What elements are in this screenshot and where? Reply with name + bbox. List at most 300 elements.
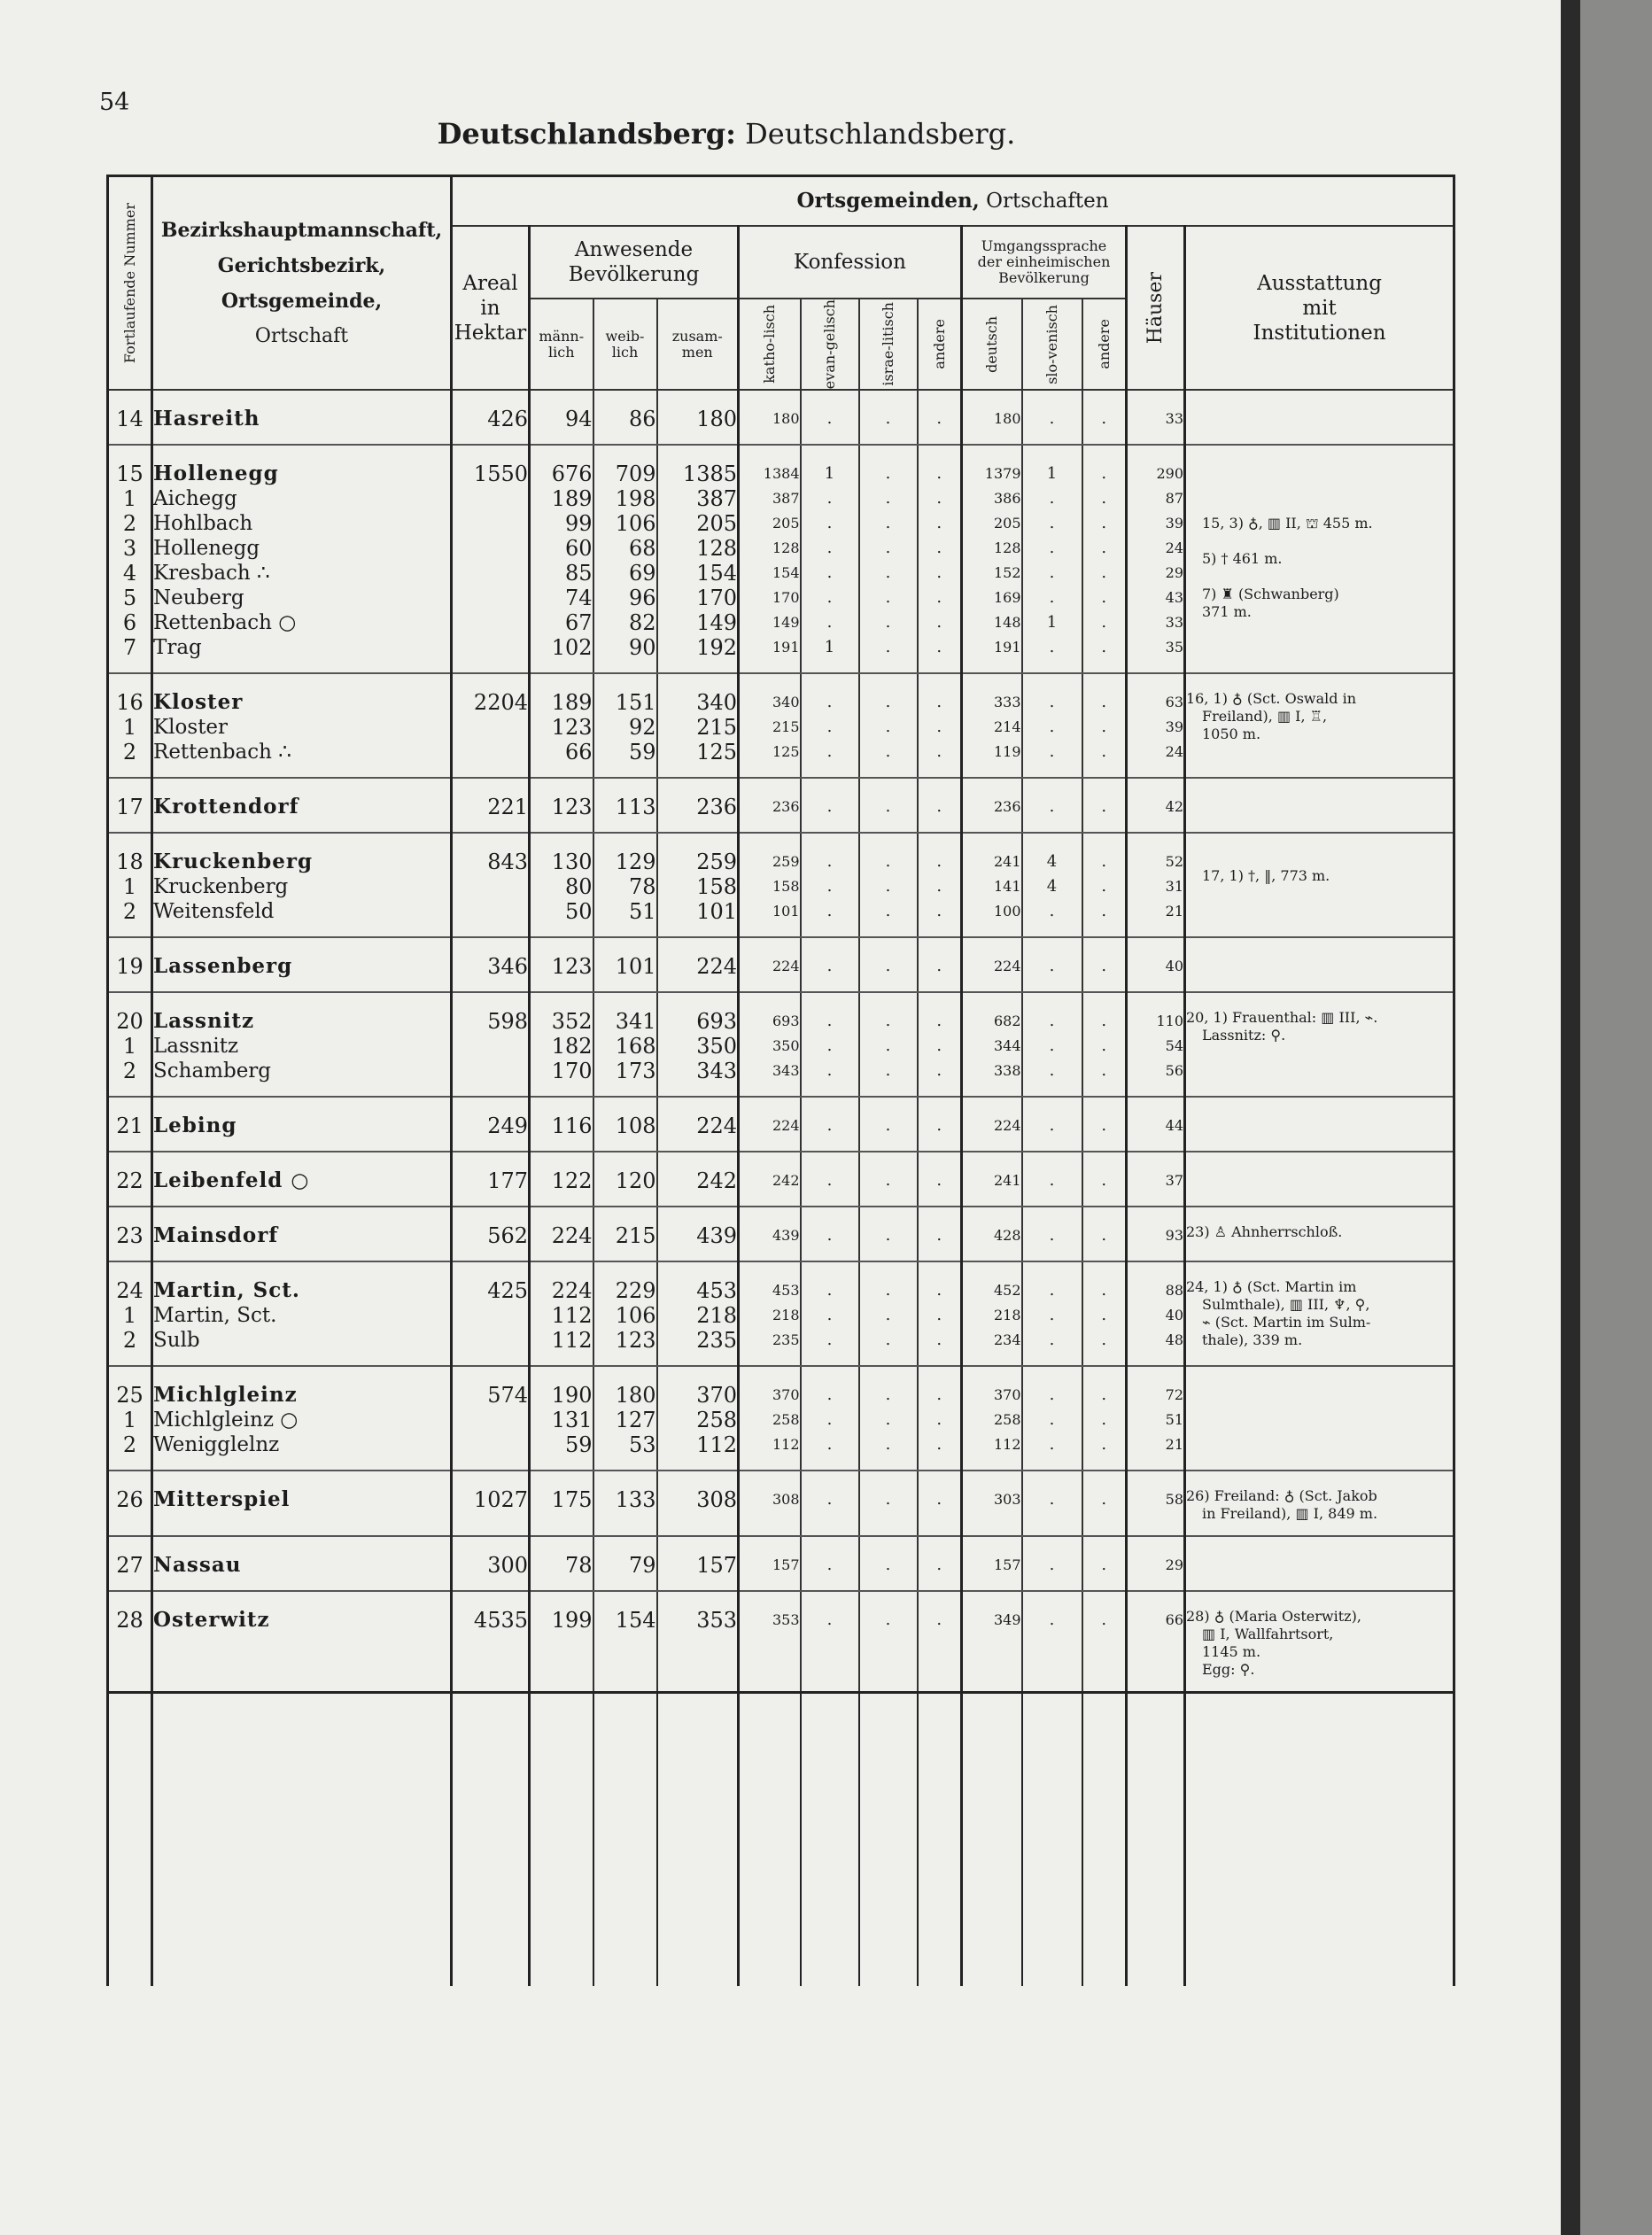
cell-m	[530, 992, 593, 1097]
cell-h-line: 54	[1165, 1037, 1183, 1055]
cell-name-line: Kruckenberg	[153, 875, 289, 899]
cell-h-line: 56	[1165, 1062, 1183, 1080]
cell-kath-line: 439	[772, 1227, 800, 1245]
cell-h	[1127, 445, 1185, 673]
cell-deu	[962, 833, 1022, 937]
cell-isr-line: .	[885, 877, 891, 896]
cell-name-line: Sulb	[153, 1329, 200, 1353]
cell-and2-line: .	[1101, 409, 1107, 429]
cell-z-line: 259	[696, 850, 737, 875]
cell-m-line: 123	[551, 715, 593, 741]
cell-z	[657, 992, 739, 1097]
ausstattung-line: 23) ♙ Ahnherrschloß.	[1186, 1223, 1343, 1241]
cell-z-line: 192	[696, 635, 737, 661]
cell-slo	[1022, 833, 1082, 937]
cell-slo-line: .	[1049, 718, 1055, 737]
header-deutsch	[962, 299, 1022, 390]
cell-name	[152, 833, 452, 937]
cell-evan-line: .	[826, 1012, 833, 1031]
cell-evan-line: .	[826, 588, 833, 608]
cell-kath	[739, 1591, 801, 1693]
cell-areal-line	[453, 1303, 528, 1328]
cell-slo	[1022, 1152, 1082, 1207]
census-table	[106, 175, 1455, 1986]
cell-ausstattung	[1185, 833, 1454, 937]
cell-evan	[801, 778, 859, 833]
cell-isr-line: .	[885, 902, 891, 921]
cell-evan	[801, 1591, 859, 1693]
cell-name-line: Krottendorf	[153, 795, 299, 819]
cell-slo	[1022, 937, 1082, 992]
cell-isr-line: .	[885, 718, 891, 737]
cell-and-line: .	[936, 902, 942, 921]
cell-deu-line: 112	[993, 1436, 1021, 1454]
cell-z-line: 101	[696, 899, 737, 925]
cell-evan-line: .	[826, 1226, 833, 1246]
cell-num	[108, 673, 152, 778]
cell-and2-line: .	[1101, 742, 1107, 762]
cell-deu-line: 428	[993, 1227, 1021, 1245]
cell-h	[1127, 937, 1185, 992]
cell-name-line: Trag	[153, 636, 202, 660]
cell-h	[1127, 1366, 1185, 1471]
cell-areal	[452, 1366, 530, 1471]
cell-m	[530, 1097, 593, 1152]
cell-kath-line: 205	[772, 515, 800, 532]
cell-and2-line: .	[1101, 1171, 1107, 1191]
cell-h-line: 21	[1165, 1436, 1183, 1454]
cell-deu	[962, 1152, 1022, 1207]
cell-h	[1127, 673, 1185, 778]
cell-m	[530, 1471, 593, 1536]
cell-and2-line: .	[1101, 464, 1107, 484]
group-21	[108, 1097, 1454, 1152]
cell-kath-line: 350	[772, 1037, 800, 1055]
cell-and-line: .	[936, 1171, 942, 1191]
header-slovenisch-text: slo-venisch	[1043, 304, 1060, 384]
cell-kath	[739, 1152, 801, 1207]
cell-and	[918, 1097, 962, 1152]
cell-areal	[452, 445, 530, 673]
cell-evan	[801, 1261, 859, 1366]
blank-cell	[1082, 1693, 1127, 1987]
cell-m	[530, 1152, 593, 1207]
cell-slo-line: .	[1049, 797, 1055, 817]
cell-z	[657, 1261, 739, 1366]
cell-kath-line: 370	[772, 1386, 800, 1404]
cell-w-line: 151	[615, 690, 656, 716]
cell-name	[152, 1207, 452, 1261]
cell-deu-line: 191	[993, 639, 1021, 656]
cell-and2	[1082, 673, 1127, 778]
ausstattung-line: 28) ♁ (Maria Osterwitz),	[1186, 1608, 1361, 1626]
group-28	[108, 1591, 1454, 1693]
cell-w	[593, 673, 657, 778]
cell-kath-line: 1384	[763, 465, 800, 483]
cell-evan-line: 1	[824, 464, 835, 484]
blank-cell	[801, 1693, 859, 1987]
cell-isr	[859, 992, 918, 1097]
cell-num	[108, 445, 152, 673]
cell-isr-line: .	[885, 957, 891, 976]
cell-slo-line: .	[1049, 1306, 1055, 1325]
cell-and2	[1082, 1536, 1127, 1591]
cell-and-line: .	[936, 514, 942, 533]
cell-w-line: 123	[615, 1328, 656, 1354]
cell-z	[657, 833, 739, 937]
cell-and2-line: .	[1101, 638, 1107, 657]
cell-num-line: 2	[122, 511, 137, 537]
cell-h-line: 39	[1165, 515, 1183, 532]
cell-evan-line: .	[826, 742, 833, 762]
cell-w-line: 59	[628, 740, 656, 765]
cell-areal-line	[453, 715, 528, 740]
cell-and2	[1082, 1152, 1127, 1207]
header-ortsgemeinden-bold: Ortsgemeinden,	[796, 189, 980, 213]
cell-areal-line: 249	[487, 1114, 528, 1139]
cell-and2-line: .	[1101, 1410, 1107, 1430]
cell-name-line: Hollenegg	[153, 462, 279, 486]
cell-name-line: Martin, Sct.	[153, 1304, 277, 1328]
cell-h-line: 33	[1165, 614, 1183, 632]
cell-m-line: 170	[551, 1059, 593, 1084]
cell-evan-line: .	[826, 1116, 833, 1136]
ausstattung-line: 20, 1) Frauenthal: ▥ III, ⌁.	[1186, 1009, 1378, 1027]
cell-isr-line: .	[885, 742, 891, 762]
cell-and2-line: .	[1101, 1012, 1107, 1031]
cell-h	[1127, 992, 1185, 1097]
cell-w-line: 113	[615, 795, 656, 820]
cell-evan-line: .	[826, 1281, 833, 1300]
cell-deu-line: 141	[993, 878, 1021, 896]
cell-m-line: 676	[551, 462, 593, 487]
cell-and2-line: .	[1101, 797, 1107, 817]
cell-deu-line: 119	[993, 743, 1021, 761]
cell-kath-line: 224	[772, 1117, 800, 1135]
cell-z-line: 343	[696, 1059, 737, 1084]
cell-w	[593, 1471, 657, 1536]
cell-areal-line	[453, 740, 528, 764]
cell-and	[918, 992, 962, 1097]
cell-slo	[1022, 390, 1082, 445]
cell-areal-line: 300	[487, 1553, 528, 1579]
cell-name	[152, 1261, 452, 1366]
header-israelitisch-text: israe-litisch	[880, 302, 896, 386]
blank-row	[108, 1693, 1454, 1987]
cell-z-line: 215	[696, 715, 737, 741]
cell-and2-line: .	[1101, 1061, 1107, 1081]
cell-h-line: 88	[1165, 1282, 1183, 1300]
cell-kath-line: 170	[772, 589, 800, 607]
cell-h	[1127, 1536, 1185, 1591]
cell-kath	[739, 1097, 801, 1152]
cell-w-line: 68	[628, 536, 656, 562]
header-ausstattung-3: Institutionen	[1253, 321, 1386, 345]
cell-and-line: .	[936, 613, 942, 632]
cell-evan-line: .	[826, 902, 833, 921]
cell-num-line: 24	[116, 1278, 143, 1304]
cell-and-line: .	[936, 638, 942, 657]
cell-num-line: 3	[122, 536, 137, 562]
ausstattung-line	[1186, 568, 1453, 586]
cell-z-line: 387	[696, 486, 737, 512]
cell-slo-line: .	[1049, 489, 1055, 508]
cell-areal-line	[453, 899, 528, 924]
header-maennlich: männ-lich	[530, 299, 593, 390]
blank-cell	[657, 1693, 739, 1987]
cell-evan	[801, 1536, 859, 1591]
cell-and2-line: .	[1101, 1331, 1107, 1350]
cell-kath	[739, 833, 801, 937]
cell-deu	[962, 778, 1022, 833]
cell-slo-line: .	[1049, 957, 1055, 976]
cell-kath-line: 180	[772, 410, 800, 428]
cell-deu-line: 218	[993, 1307, 1021, 1324]
cell-num-line: 1	[122, 486, 137, 512]
ausstattung-line: ▥ I, Wallfahrtsort,	[1202, 1626, 1334, 1643]
title-rest: Deutschlandsberg.	[735, 117, 1016, 151]
ausstattung-line: 1050 m.	[1202, 726, 1261, 743]
cell-name-line: Mainsdorf	[153, 1223, 279, 1248]
cell-name	[152, 1097, 452, 1152]
title-bold: Deutschlandsberg:	[437, 117, 736, 151]
cell-and2	[1082, 445, 1127, 673]
cell-kath	[739, 673, 801, 778]
cell-ausstattung	[1185, 1207, 1454, 1261]
ausstattung-line: 26) Freiland: ♁ (Sct. Jakob	[1186, 1487, 1377, 1505]
cell-areal	[452, 1471, 530, 1536]
header-umgang-3: Bevölkerung	[998, 269, 1090, 286]
cell-deu-line: 214	[993, 718, 1021, 736]
cell-evan	[801, 390, 859, 445]
cell-deu	[962, 992, 1022, 1097]
ausstattung-line: Lassnitz: ⚲.	[1202, 1027, 1286, 1044]
cell-areal	[452, 1097, 530, 1152]
cell-and	[918, 1536, 962, 1591]
header-bevoelkerung-1: Anwesende	[574, 238, 694, 261]
cell-h-line: 39	[1165, 718, 1183, 736]
cell-m-line: 190	[551, 1383, 593, 1409]
header-umgangssprache	[962, 226, 1127, 299]
cell-kath-line: 218	[772, 1307, 800, 1324]
cell-and2-line: .	[1101, 1610, 1107, 1630]
cell-isr	[859, 1097, 918, 1152]
cell-h-line: 31	[1165, 878, 1183, 896]
cell-slo-line: .	[1049, 1610, 1055, 1630]
cell-areal-line: 426	[487, 407, 528, 432]
cell-num	[108, 1207, 152, 1261]
header-katholisch-text: katho-lisch	[761, 305, 779, 384]
ausstattung-line	[1186, 479, 1453, 497]
cell-evan	[801, 1152, 859, 1207]
cell-z-line: 340	[696, 690, 737, 716]
header-andere2-text: andere	[1095, 319, 1113, 369]
table-row	[108, 445, 1454, 673]
cell-num-line: 7	[122, 635, 137, 661]
cell-isr	[859, 445, 918, 673]
cell-z	[657, 390, 739, 445]
cell-m-line: 122	[551, 1168, 593, 1194]
cell-slo-line: .	[1049, 1410, 1055, 1430]
cell-kath-line: 343	[772, 1062, 800, 1080]
cell-deu	[962, 1366, 1022, 1471]
cell-num-line: 1	[122, 715, 137, 741]
cell-h	[1127, 778, 1185, 833]
cell-slo	[1022, 1471, 1082, 1536]
cell-num-line: 2	[122, 1328, 137, 1354]
cell-and-line: .	[936, 1385, 942, 1405]
cell-deu-line: 234	[993, 1331, 1021, 1349]
cell-and	[918, 833, 962, 937]
cell-deu	[962, 445, 1022, 673]
cell-m-line: 130	[551, 850, 593, 875]
cell-w-line: 341	[615, 1009, 656, 1035]
cell-m-line: 112	[551, 1303, 593, 1329]
cell-h-line: 21	[1165, 903, 1183, 920]
cell-deu	[962, 673, 1022, 778]
cell-and2-line: .	[1101, 1556, 1107, 1575]
cell-kath	[739, 1536, 801, 1591]
cell-h	[1127, 1261, 1185, 1366]
cell-m-line: 112	[551, 1328, 593, 1354]
cell-deu-line: 452	[993, 1282, 1021, 1300]
cell-and-line: .	[936, 718, 942, 737]
cell-z-line: 258	[696, 1408, 737, 1433]
cell-isr-line: .	[885, 1036, 891, 1056]
cell-name-line: Hollenegg	[153, 537, 260, 561]
cell-w	[593, 390, 657, 445]
cell-evan	[801, 1207, 859, 1261]
cell-ausstattung	[1185, 1097, 1454, 1152]
cell-h-line: 24	[1165, 743, 1183, 761]
cell-num-line: 1	[122, 874, 137, 900]
cell-num	[108, 833, 152, 937]
cell-slo-line: .	[1049, 1036, 1055, 1056]
cell-kath	[739, 390, 801, 445]
cell-name-line: Nassau	[153, 1553, 242, 1578]
cell-isr-line: .	[885, 1306, 891, 1325]
cell-kath-line: 112	[772, 1436, 800, 1454]
table-row	[108, 390, 1454, 445]
cell-h-line: 290	[1156, 465, 1183, 483]
cell-name	[152, 1536, 452, 1591]
blank-cell	[108, 1693, 152, 1987]
table-row	[108, 673, 1454, 778]
header-ausstattung-2: mit	[1302, 296, 1337, 320]
cell-num	[108, 390, 152, 445]
group-25	[108, 1366, 1454, 1471]
cell-slo-line: .	[1049, 1226, 1055, 1246]
ausstattung-line: 371 m.	[1202, 603, 1252, 621]
cell-z-line: 125	[696, 740, 737, 765]
cell-isr	[859, 833, 918, 937]
cell-m-line: 182	[551, 1034, 593, 1059]
cell-m-line: 189	[551, 690, 593, 716]
cell-num-line: 19	[116, 954, 143, 980]
cell-w-line: 106	[615, 1303, 656, 1329]
cell-w	[593, 1261, 657, 1366]
cell-and2-line: .	[1101, 1490, 1107, 1509]
cell-and2-line: .	[1101, 852, 1107, 872]
cell-kath-line: 101	[772, 903, 800, 920]
cell-deu-line: 1379	[984, 465, 1021, 483]
cell-isr-line: .	[885, 1410, 891, 1430]
cell-name	[152, 1471, 452, 1536]
cell-z	[657, 445, 739, 673]
cell-h-line: 63	[1165, 694, 1183, 711]
cell-h-line: 33	[1165, 410, 1183, 428]
cell-deu-line: 205	[993, 515, 1021, 532]
cell-slo	[1022, 1261, 1082, 1366]
cell-areal-line: 177	[487, 1168, 528, 1194]
blank-cell	[859, 1693, 918, 1987]
cell-m	[530, 1366, 593, 1471]
cell-z-line: 693	[696, 1009, 737, 1035]
cell-z-line: 236	[696, 795, 737, 820]
cell-slo	[1022, 673, 1082, 778]
cell-kath-line: 235	[772, 1331, 800, 1349]
cell-ausstattung	[1185, 778, 1454, 833]
cell-areal-line	[453, 586, 528, 610]
cell-slo	[1022, 778, 1082, 833]
cell-evan-line: 1	[824, 638, 835, 657]
cell-and-line: .	[936, 1435, 942, 1455]
cell-ausstattung	[1185, 937, 1454, 992]
cell-isr	[859, 1207, 918, 1261]
table-row	[108, 937, 1454, 992]
cell-num-line: 22	[116, 1168, 143, 1194]
cell-isr-line: .	[885, 1281, 891, 1300]
ausstattung-line	[1186, 497, 1453, 515]
cell-and-line: .	[936, 852, 942, 872]
cell-m-line: 102	[551, 635, 593, 661]
cell-m-line: 175	[551, 1487, 593, 1513]
header-areal-in: in	[480, 296, 500, 320]
cell-ausstattung	[1185, 1152, 1454, 1207]
cell-name-line: Aichegg	[153, 487, 237, 511]
cell-isr-line: .	[885, 1556, 891, 1575]
cell-w-line: 120	[615, 1168, 656, 1194]
cell-areal-line: 221	[487, 795, 528, 820]
cell-and	[918, 1261, 962, 1366]
cell-m	[530, 390, 593, 445]
cell-m-line: 94	[564, 407, 593, 432]
cell-slo-line: .	[1049, 1490, 1055, 1509]
cell-m-line: 352	[551, 1009, 593, 1035]
cell-isr-line: .	[885, 563, 891, 583]
cell-areal-line: 598	[487, 1009, 528, 1035]
cell-isr-line: .	[885, 1012, 891, 1031]
blank-cell	[739, 1693, 801, 1987]
blank-cell	[962, 1693, 1022, 1987]
cell-and2	[1082, 390, 1127, 445]
cell-isr-line: .	[885, 852, 891, 872]
ausstattung-line: 17, 1) †, ‖, 773 m.	[1202, 867, 1330, 885]
cell-areal-line: 574	[487, 1383, 528, 1409]
cell-w	[593, 937, 657, 992]
ausstattung-line: Freiland), ▥ I, ♖,	[1202, 708, 1328, 726]
cell-w-line: 78	[628, 874, 656, 900]
cell-and-line: .	[936, 742, 942, 762]
cell-num-line: 28	[116, 1608, 143, 1634]
cell-and-line: .	[936, 1061, 942, 1081]
cell-kath-line: 158	[772, 878, 800, 896]
cell-w-line: 92	[628, 715, 656, 741]
cell-slo-line: .	[1049, 1061, 1055, 1081]
cell-z	[657, 1591, 739, 1693]
cell-evan-line: .	[826, 514, 833, 533]
header-konfession: Konfession	[739, 226, 962, 299]
